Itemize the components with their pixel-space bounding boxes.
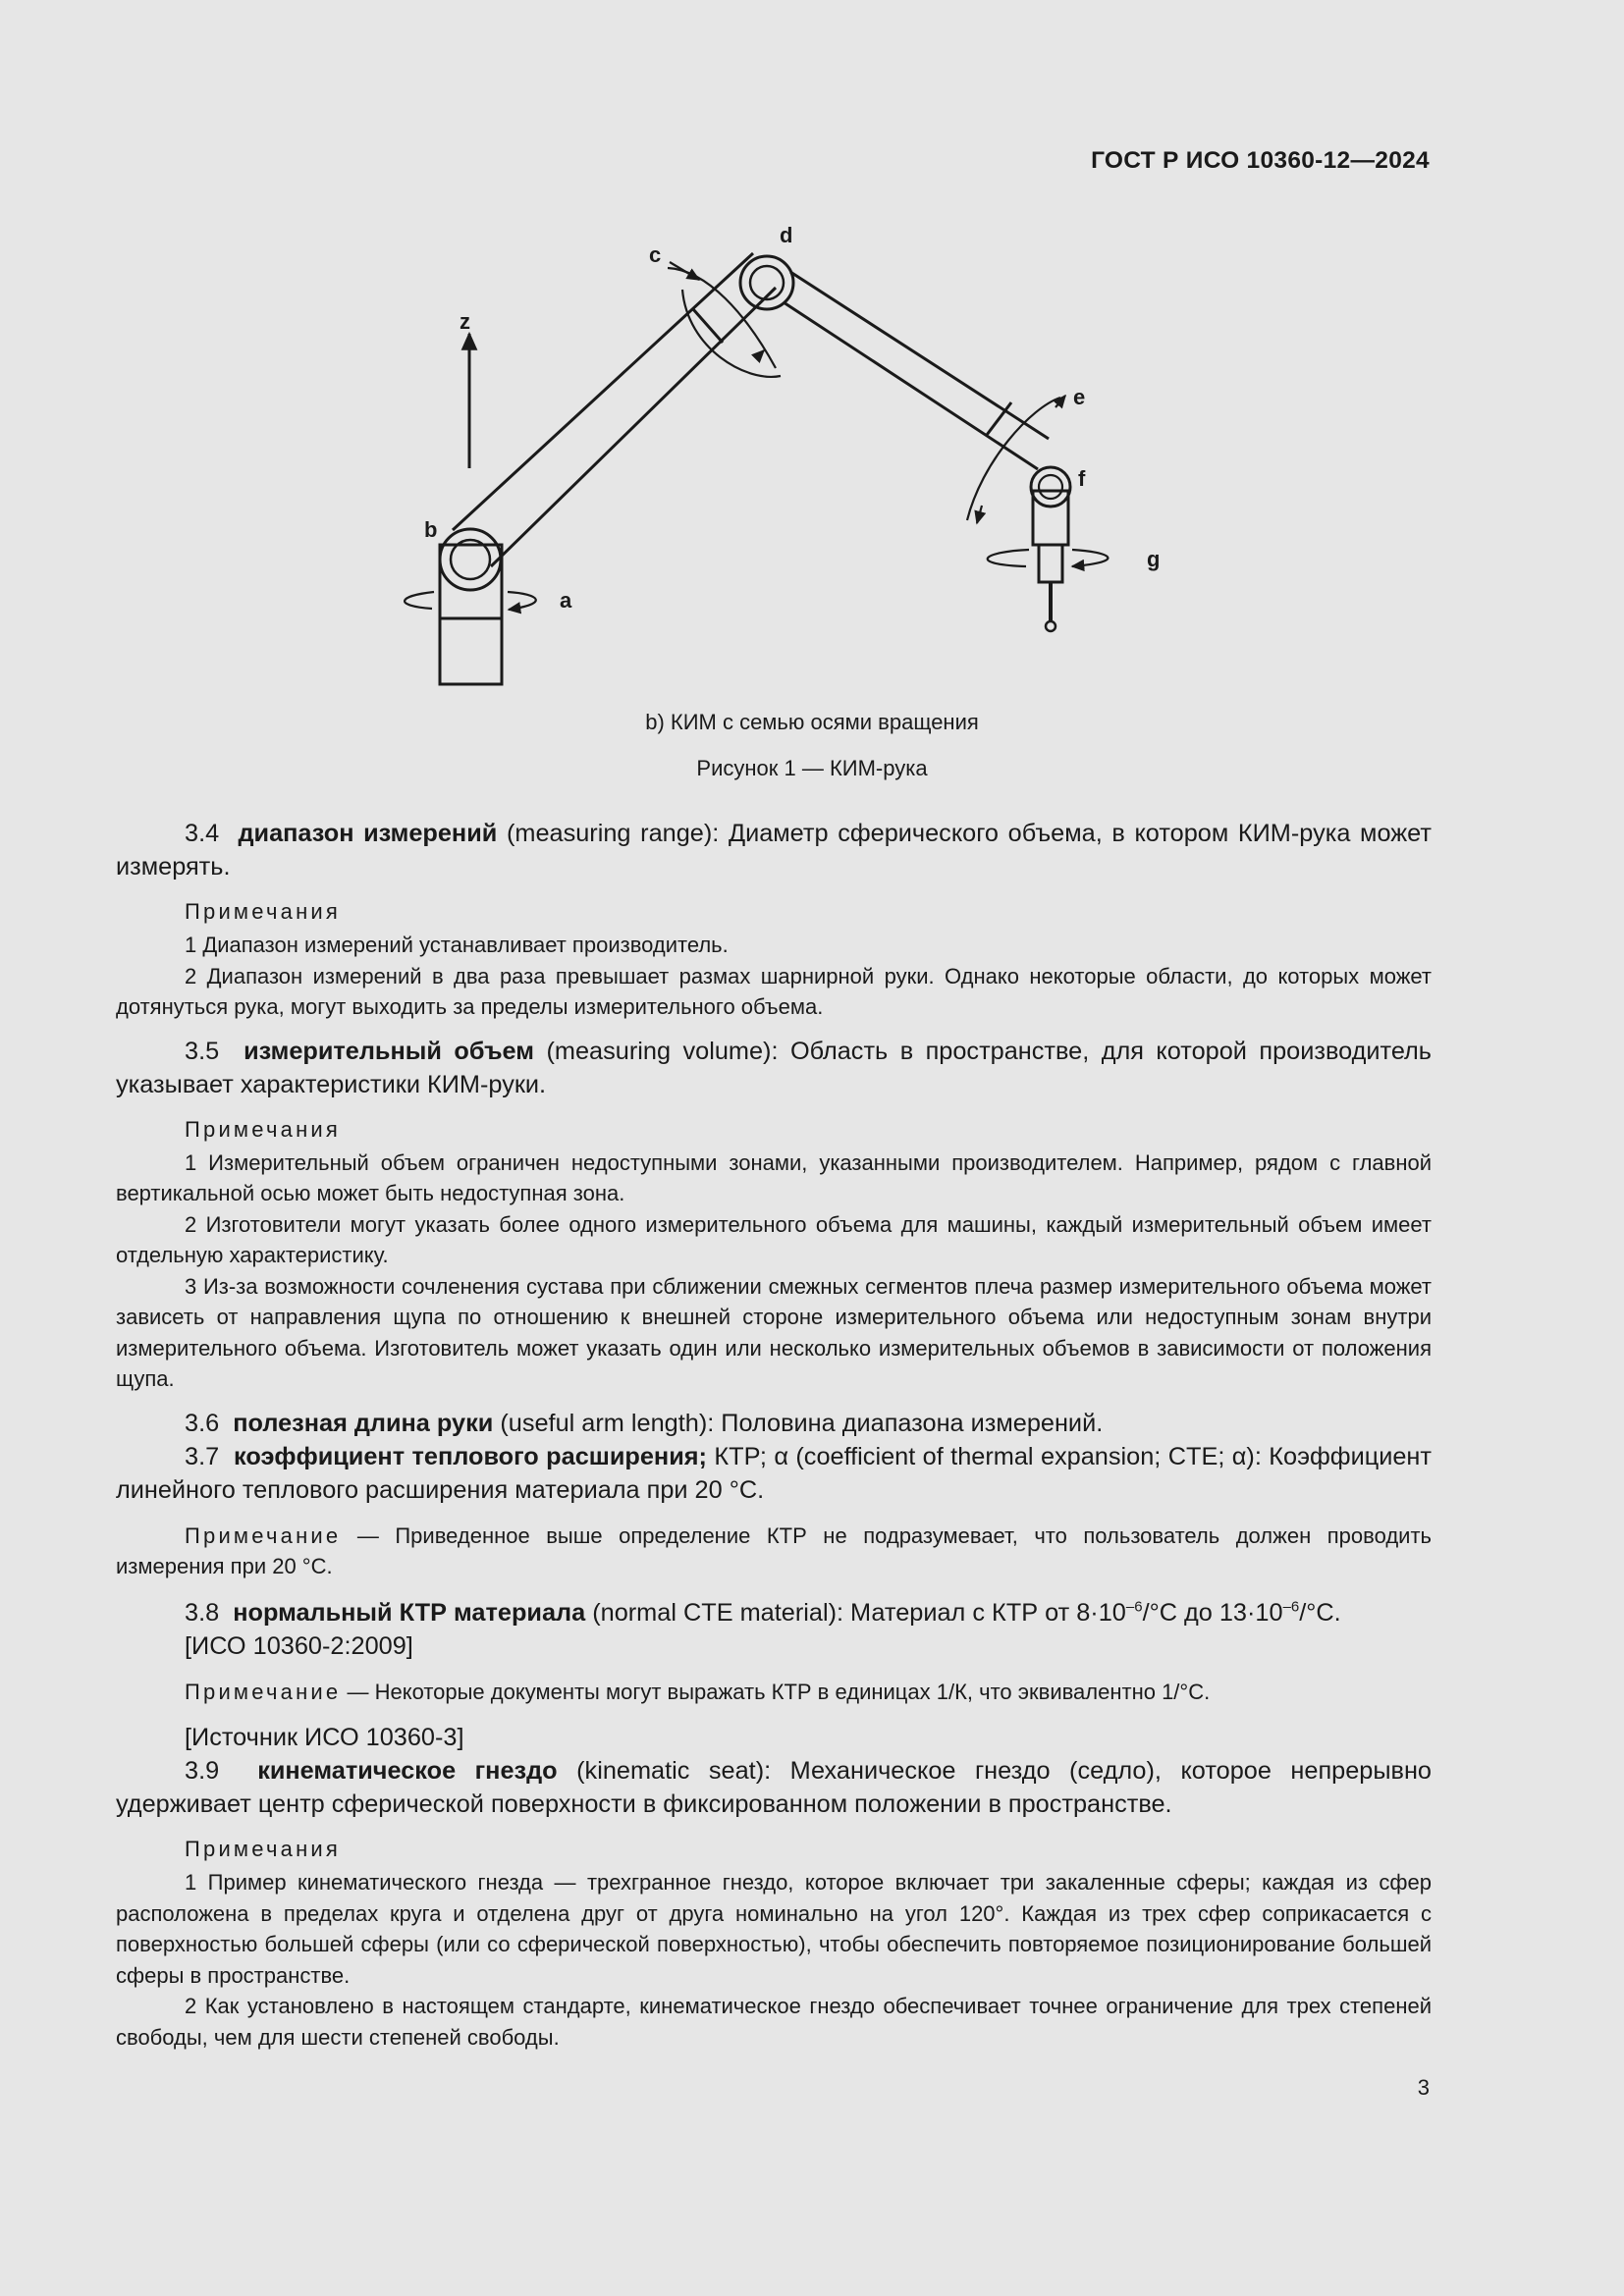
notes-heading: Примечания	[185, 1837, 342, 1861]
joint-d	[740, 256, 793, 309]
figure-subcaption: b) КИМ с семью осями вращения	[645, 710, 979, 734]
note-item: 1 Измерительный объем ограничен недоступными зонами, указанными производителем. Например, рядом с главной вертикальной осью может быть недоступная зона.	[116, 1149, 1432, 1205]
joint-b	[440, 529, 501, 590]
note-3-8: Примечание — Некоторые документы могут выражать КТР в единицах 1/К, что эквивалентно 1/°С.	[185, 1679, 1211, 1704]
probe-body	[1039, 545, 1062, 582]
section-3-9: 3.9 кинематическое гнездо (kinematic seat): Механическое гнездо (седло), которое непрерывно удерживает центр сферической поверхности в фиксированном положении в пространстве.	[116, 1757, 1433, 1818]
standard-header: ГОСТ Р ИСО 10360-12—2024	[1091, 147, 1430, 174]
source-3-8: [Источник ИСО 10360-3]	[185, 1724, 464, 1751]
notes-heading: Примечания	[185, 1116, 342, 1142]
label-b: b	[424, 517, 438, 542]
cmm-arm-diagram	[0, 211, 1624, 702]
label-a: a	[560, 588, 572, 613]
notes-3-5	[116, 1115, 1432, 1395]
section-3-7: 3.7 коэффициент теплового расширения; КТР; α (coefficient of thermal expansion; CTE; α): Коэффициент линейного теплового расширения материала при 20 °С.	[116, 1442, 1432, 1504]
note-item: 2 Изготовители могут указать более одного измерительного объема для машины, каждый измерительный объем имеет отдельную характеристику.	[116, 1211, 1432, 1267]
label-e: e	[1073, 385, 1086, 409]
rotation-g	[988, 550, 1029, 566]
label-z: z	[460, 309, 470, 334]
document-body	[116, 817, 1432, 2064]
note-item: 1 Диапазон измерений устанавливает производитель.	[185, 933, 729, 957]
notes-3-4	[116, 897, 1432, 1023]
joint-f-inner	[1039, 475, 1062, 499]
figure-caption: Рисунок 1 — КИМ-рука	[696, 756, 928, 780]
arm-1-joint-line	[693, 309, 723, 343]
probe-tip	[1046, 621, 1056, 631]
notes-heading: Примечания	[185, 899, 342, 924]
note-item: 1 Пример кинематического гнезда — трехгранное гнездо, которое включает три закаленные сферы; каждая из сфер расположена в пределах круга и отделена друг от друга номинально на угол 120°. Каждая из трех сфер соприкасается с поверхностью большей сферы (или со сферической поверхностью), чтобы обеспечить повторяемое позиционирование большей сферы в пространстве.	[116, 1870, 1432, 1988]
label-g: g	[1147, 547, 1161, 571]
section-3-4: 3.4 диапазон измерений (measuring range): Диаметр сферического объема, в котором КИМ-рука может измерять.	[116, 820, 1432, 881]
note-3-7: Примечание — Приведенное выше определение КТР не подразумевает, что пользователь должен проводить измерения при 20 °С.	[116, 1522, 1432, 1578]
note-item: 2 Как установлено в настоящем стандарте, кинематическое гнездо обеспечивает точнее ограничение для трех степеней свободы, чем для шести степеней свободы.	[116, 1994, 1432, 2050]
rotation-a	[405, 592, 434, 609]
label-c: c	[649, 242, 662, 267]
note-item: 2 Диапазон измерений в два раза превышает размах шарнирной руки. Однако некоторые области, до которых может дотянуться рука, могут выходить за пределы измерительного объема.	[116, 963, 1432, 1019]
section-3-8: 3.8 нормальный КТР материала (normal CTE material): Материал с КТР от $8\cdot 10^{-6}/^\circ С$ до $13\cdot 10^{-6}/^\circ С$.	[185, 1598, 1341, 1627]
joint-f	[1031, 467, 1070, 507]
base-block	[440, 618, 502, 684]
reference-3-8: [ИСО 10360-2:2009]	[185, 1631, 413, 1660]
note-item: 3 Из-за возможности сочленения сустава при сближении смежных сегментов плеча размер измерительного объема может зависеть от направления щупа по отношению к внешней стороне измерительного объема или недоступным зонам внутри измерительного объема. Изготовитель может указать один или несколько измерительных объемов в зависимости от положения щупа.	[116, 1273, 1432, 1391]
section-3-5: 3.5 измерительный объем (measuring volume): Область в пространстве, для которой производитель указывает характеристики КИМ-руки.	[116, 1037, 1432, 1098]
section-3-6: 3.6 полезная длина руки (useful arm length): Половина диапазона измерений.	[185, 1409, 1104, 1437]
label-f: f	[1078, 466, 1086, 491]
notes-3-9	[116, 1835, 1432, 2053]
page-number: 3	[1417, 2075, 1430, 2100]
label-d: d	[780, 223, 793, 247]
